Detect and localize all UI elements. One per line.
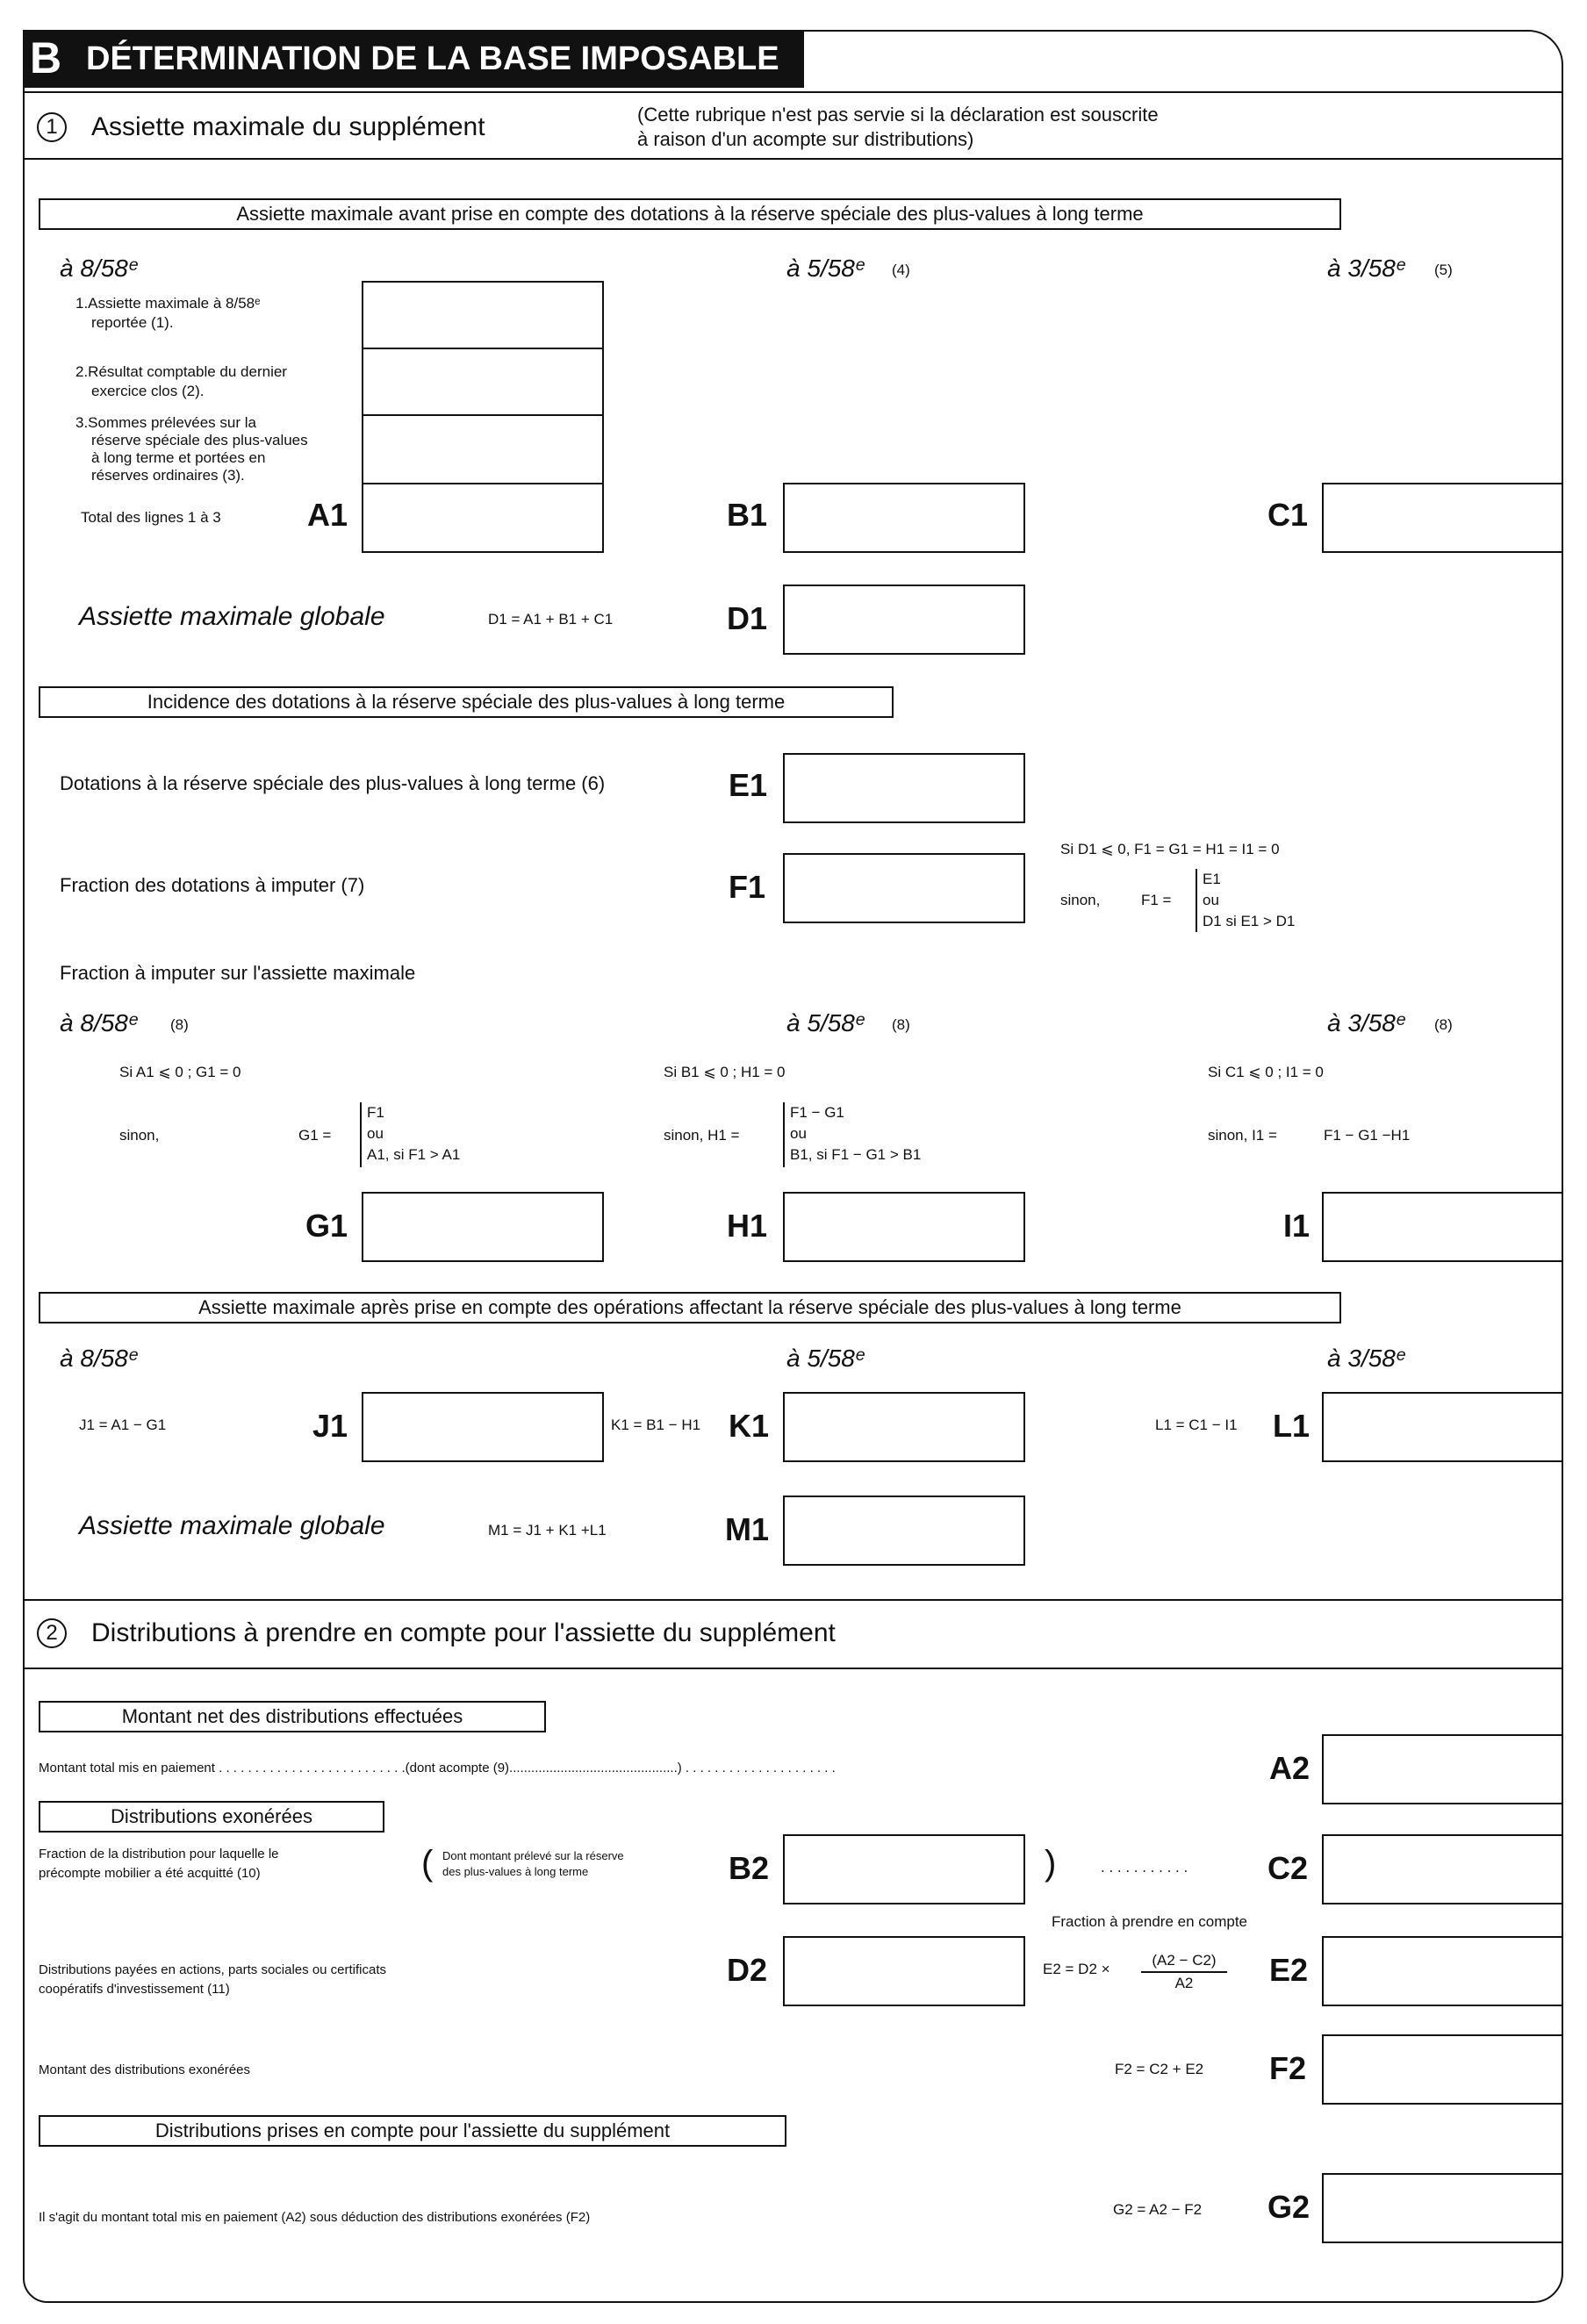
h1-option-2: ou [790,1125,807,1142]
e2-denominator: A2 [1174,1975,1194,1991]
line-3-label-a: 3.Sommes prélevées sur la [75,414,256,431]
line-2-field[interactable] [362,348,604,416]
column-8-58-b: à 8/58ᵉ [60,1009,138,1036]
l1-field[interactable] [1322,1392,1563,1462]
column-8-58-c: à 8/58ᵉ [60,1345,138,1372]
g1-field[interactable] [362,1192,604,1262]
g1-option-3: A1, si F1 > A1 [367,1146,461,1163]
h1-option-1: F1 − G1 [790,1104,844,1121]
ref-8-c: (8) [1434,1016,1453,1033]
page-title: DÉTERMINATION DE LA BASE IMPOSABLE [86,40,779,77]
column-3-58-ref: (5) [1434,262,1453,278]
code-e2: E2 [1269,1952,1309,1988]
j1-field[interactable] [362,1392,604,1462]
h1-option-3: B1, si F1 − G1 > B1 [790,1146,922,1163]
g2-formula: G2 = A2 − F2 [1113,2201,1203,2218]
line-1-label-b: reportée (1). [91,314,174,331]
montant-exonerees-label: Montant des distributions exonérées [39,2062,250,2077]
code-l1: L1 [1273,1408,1311,1444]
line-3-label-d: réserves ordinaires (3). [91,467,245,484]
close-paren: ) [1045,1844,1057,1883]
dotations-label: Dotations à la réserve spéciale des plus-values à long terme (6) [60,772,606,794]
globale-label-1: Assiette maximale globale [79,602,385,631]
line-3-label-b: réserve spéciale des plus-values [91,432,308,448]
g1-equals: G1 = [298,1127,332,1144]
distributions-payees-label-a: Distributions payées en actions, parts sociales ou certificats [39,1962,387,1977]
open-paren: ( [421,1844,434,1883]
line-2-label-b: exercice clos (2). [91,383,205,399]
code-a2: A2 [1269,1750,1311,1786]
f1-option-2: ou [1203,892,1219,908]
f1-option-1: E1 [1203,871,1221,887]
code-g1: G1 [305,1208,348,1244]
l1-formula: L1 = C1 − I1 [1155,1417,1238,1433]
fraction-imputer-label: Fraction à imputer sur l'assiette maximale [60,962,416,984]
m1-field[interactable] [783,1496,1025,1566]
g1-option-2: ou [367,1125,384,1142]
section-1-note-1: (Cette rubrique n'est pas servie si la déclaration est souscrite [637,104,1159,126]
line-2-label-a: 2.Résultat comptable du dernier [75,363,287,380]
globale-label-2: Assiette maximale globale [79,1511,385,1540]
line-3-label-c: à long terme et portées en [91,449,266,466]
code-g2: G2 [1267,2189,1311,2225]
f1-option-3: D1 si E1 > D1 [1203,913,1296,929]
fraction-distribution-label-a: Fraction de la distribution pour laquelle le [39,1847,279,1861]
a2-field[interactable] [1322,1734,1563,1804]
h1-condition: Si B1 ⩽ 0 ; H1 = 0 [664,1064,786,1080]
distributions-payees-label-b: coopératifs d'investissement (11) [39,1982,230,1997]
section-2-title: Distributions à prendre en compte pour l'assiette du supplément [91,1618,836,1647]
f1-equals: F1 = [1141,892,1172,908]
total-paid-line: Montant total mis en paiement . . . . . . . . . . . . . . . . . . . . . . . . . .(dont acompte (9)..............................................) . . . . . . . . . . . . . . . . . . . . . [39,1761,836,1775]
code-d1: D1 [727,600,768,636]
k1-field[interactable] [783,1392,1025,1462]
code-m1: M1 [725,1511,770,1547]
f1-field[interactable] [783,853,1025,923]
k1-formula: K1 = B1 − H1 [611,1417,701,1433]
line-1-label-a: 1.Assiette maximale à 8/58ᵉ [75,295,261,312]
code-c1: C1 [1267,497,1309,533]
divider [23,1599,1563,1601]
column-8-58: à 8/58ᵉ [60,255,138,282]
subsection-title-before-dotations: Assiette maximale avant prise en compte des dotations à la réserve spéciale des plus-values à long terme [39,198,1341,230]
column-3-58: à 3/58ᵉ [1327,255,1405,282]
ref-8-b: (8) [892,1016,910,1033]
dot-leader: . . . . . . . . . . . [1101,1859,1188,1876]
code-e1: E1 [729,767,768,803]
f1-condition: Si D1 ⩽ 0, F1 = G1 = H1 = I1 = 0 [1060,841,1280,857]
line-1-field[interactable] [362,281,604,349]
code-f2: F2 [1269,2050,1307,2086]
i1-sinon: sinon, I1 = [1208,1127,1277,1144]
code-k1: K1 [729,1408,770,1444]
m1-formula: M1 = J1 + K1 +L1 [488,1522,607,1539]
i1-field[interactable] [1322,1192,1563,1262]
c1-field[interactable] [1322,483,1563,553]
e1-field[interactable] [783,753,1025,823]
d2-field[interactable] [783,1936,1025,2006]
code-c2: C2 [1267,1850,1309,1886]
subsection-title-montant-net: Montant net des distributions effectuées [39,1701,546,1732]
total-lines-label: Total des lignes 1 à 3 [81,509,221,526]
code-j1: J1 [312,1408,348,1444]
g1-option-1: F1 [367,1104,384,1121]
final-explanation: Il s'agit du montant total mis en paiement (A2) sous déduction des distributions exonérées (F2) [39,2210,591,2225]
dont-label-a: Dont montant prélevé sur la réserve [442,1849,624,1862]
code-d2: D2 [727,1952,768,1988]
i1-equals: F1 − G1 −H1 [1324,1127,1411,1144]
j1-formula: J1 = A1 − G1 [79,1417,167,1433]
d1-field[interactable] [783,585,1025,655]
h1-field[interactable] [783,1192,1025,1262]
line-3-field[interactable] [362,414,604,484]
fraction-prendre-label: Fraction à prendre en compte [1052,1913,1248,1930]
section-1-note-2: à raison d'un acompte sur distributions) [637,128,974,150]
code-h1: H1 [727,1208,768,1244]
h1-sinon: sinon, H1 = [664,1127,740,1144]
f1-sinon: sinon, [1060,892,1101,908]
section-number-1: 1 [37,112,67,142]
section-letter: B [30,33,62,82]
bracket-bar [360,1102,362,1167]
f2-field[interactable] [1322,2034,1563,2105]
divider [23,158,1563,160]
ref-8-a: (8) [170,1016,189,1033]
divider [23,1668,1563,1669]
fraction-label: Fraction des dotations à imputer (7) [60,874,365,896]
column-5-58-b: à 5/58ᵉ [786,1009,865,1036]
b2-field[interactable] [783,1834,1025,1904]
code-i1: I1 [1283,1208,1311,1244]
subsection-title-exonerees: Distributions exonérées [39,1801,384,1833]
e2-numerator: (A2 − C2) [1141,1952,1227,1973]
g1-sinon: sinon, [119,1127,160,1144]
code-a1: A1 [307,497,348,533]
e2-fraction [1141,1952,1227,1992]
subsection-title-after-operations: Assiette maximale après prise en compte des opérations affectant la réserve spéciale des plus-values à long terme [39,1292,1341,1323]
g2-field[interactable] [1322,2173,1563,2243]
subsection-title-prises-en-compte: Distributions prises en compte pour l'assiette du supplément [39,2115,786,2147]
code-b1: B1 [727,497,768,533]
column-5-58: à 5/58ᵉ [786,255,865,282]
bracket-bar [783,1102,785,1167]
fraction-distribution-label-b: précompte mobilier a été acquitté (10) [39,1866,261,1881]
column-5-58-ref: (4) [892,262,910,278]
c2-field[interactable] [1322,1834,1563,1904]
divider [23,91,1563,93]
g1-condition: Si A1 ⩽ 0 ; G1 = 0 [119,1064,241,1080]
b1-field[interactable] [783,483,1025,553]
column-5-58-c: à 5/58ᵉ [786,1345,865,1372]
section-number-2: 2 [37,1618,67,1648]
dont-label-b: des plus-values à long terme [442,1865,589,1878]
code-b2: B2 [729,1850,770,1886]
code-f1: F1 [729,869,766,905]
bracket-bar [1196,869,1197,932]
a1-field[interactable] [362,483,604,553]
d1-formula: D1 = A1 + B1 + C1 [488,611,614,628]
section-1-title: Assiette maximale du supplément [91,112,485,141]
column-3-58-c: à 3/58ᵉ [1327,1345,1405,1372]
f2-formula: F2 = C2 + E2 [1115,2061,1204,2077]
i1-condition: Si C1 ⩽ 0 ; I1 = 0 [1208,1064,1324,1080]
e2-field[interactable] [1322,1936,1563,2006]
e2-formula-lhs: E2 = D2 × [1043,1961,1110,1977]
subsection-title-incidence: Incidence des dotations à la réserve spéciale des plus-values à long terme [39,686,894,718]
column-3-58-b: à 3/58ᵉ [1327,1009,1405,1036]
